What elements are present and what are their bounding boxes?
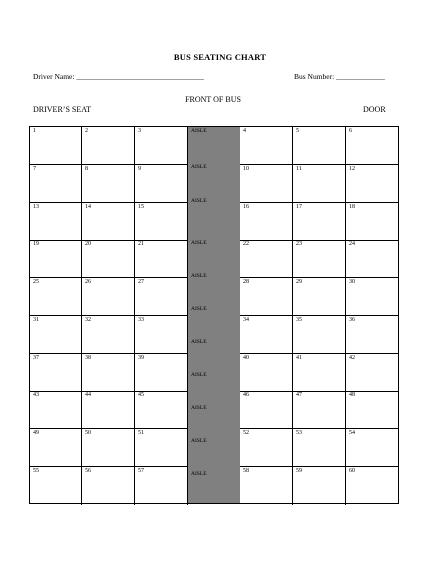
seat-cell: 32: [82, 316, 135, 354]
aisle-label: AISLE: [191, 405, 207, 411]
aisle-label: AISLE: [191, 372, 207, 378]
seat-cell: 49: [30, 429, 82, 467]
aisle-label: AISLE: [191, 273, 207, 279]
seat-cell: 53: [293, 429, 346, 467]
seat-cell: 38: [82, 354, 135, 392]
seat-cell: 36: [346, 316, 398, 354]
seat-cell: 4: [240, 127, 293, 165]
seat-cell: 5: [293, 127, 346, 165]
seat-cell: 45: [135, 391, 188, 429]
seat-cell: 10: [240, 165, 293, 203]
driver-name-field: Driver Name: __________________________________: [33, 72, 204, 81]
seat-cell: 47: [293, 391, 346, 429]
seat-cell: 15: [135, 203, 188, 241]
seat-cell: 26: [82, 278, 135, 316]
aisle-label: AISLE: [191, 198, 207, 204]
seat-cell: 1: [30, 127, 82, 165]
seat-cell: 3: [135, 127, 188, 165]
seat-cell: 54: [346, 429, 398, 467]
drivers-seat-label: DRIVER’S SEAT: [33, 105, 92, 114]
seat-cell: 14: [82, 203, 135, 241]
seat-cell: 34: [240, 316, 293, 354]
seat-cell: 9: [135, 165, 188, 203]
aisle: [188, 127, 240, 503]
seat-cell: 31: [30, 316, 82, 354]
seat-cell: 11: [293, 165, 346, 203]
seat-cell: 21: [135, 240, 188, 278]
seating-grid: [29, 126, 399, 504]
seat-cell: 25: [30, 278, 82, 316]
seat-cell: 39: [135, 354, 188, 392]
seat-cell: 6: [346, 127, 398, 165]
seat-cell: 57: [135, 467, 188, 505]
seat-cell: 23: [293, 240, 346, 278]
seat-cell: 16: [240, 203, 293, 241]
seat-cell: 52: [240, 429, 293, 467]
seat-cell: 29: [293, 278, 346, 316]
seat-cell: 7: [30, 165, 82, 203]
seat-cell: 37: [30, 354, 82, 392]
aisle-label: AISLE: [191, 438, 207, 444]
seat-cell: 42: [346, 354, 398, 392]
seat-cell: 28: [240, 278, 293, 316]
aisle-label: AISLE: [191, 240, 207, 246]
seat-cell: 2: [82, 127, 135, 165]
seat-cell: 46: [240, 391, 293, 429]
seat-cell: 18: [346, 203, 398, 241]
seat-cell: 55: [30, 467, 82, 505]
front-of-bus-label: FRONT OF BUS: [185, 95, 241, 104]
door-label: DOOR: [363, 105, 386, 114]
aisle-label: AISLE: [191, 164, 207, 170]
seat-cell: 40: [240, 354, 293, 392]
chart-title: BUS SEATING CHART: [173, 52, 267, 62]
seat-cell: 8: [82, 165, 135, 203]
seat-cell: 58: [240, 467, 293, 505]
aisle-label: AISLE: [191, 306, 207, 312]
seat-cell: 60: [349, 468, 355, 474]
seat-cell: 48: [346, 391, 398, 429]
seat-cell: 41: [293, 354, 346, 392]
seat-cell: 13: [30, 203, 82, 241]
seat-cell: 56: [82, 467, 135, 505]
bus-number-field: Bus Number: _____________: [294, 72, 385, 81]
aisle-label: AISLE: [191, 339, 207, 345]
seat-cell: 44: [82, 391, 135, 429]
seat-cell: 20: [82, 240, 135, 278]
seat-cell: 50: [82, 429, 135, 467]
seat-cell: 17: [293, 203, 346, 241]
seat-cell: 59: [293, 467, 346, 505]
seat-cell: 27: [135, 278, 188, 316]
aisle-label: AISLE: [191, 471, 207, 477]
seat-cell: 12: [346, 165, 398, 203]
seat-cell: 35: [293, 316, 346, 354]
seat-cell: 33: [135, 316, 188, 354]
aisle-label: AISLE: [191, 128, 207, 134]
seat-cell: 30: [346, 278, 398, 316]
seat-cell: 19: [30, 240, 82, 278]
seat-cell: 51: [135, 429, 188, 467]
seat-cell: 22: [240, 240, 293, 278]
seat-cell: 43: [30, 391, 82, 429]
seat-cell: 24: [346, 240, 398, 278]
